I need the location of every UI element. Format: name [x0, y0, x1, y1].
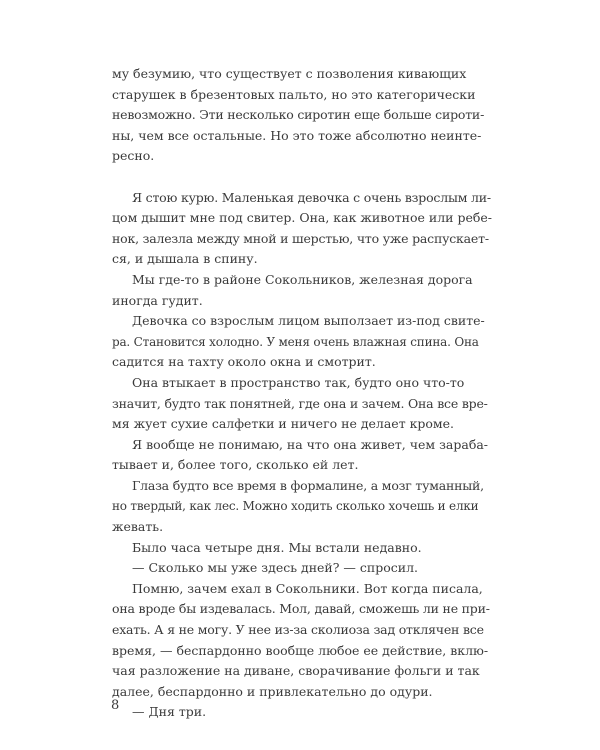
text-line: нок, залезла между мной и шерстью, что уже распускает-	[112, 230, 489, 246]
text-line: Мы где-то в районе Сокольников, железная дорога	[132, 271, 473, 287]
text-line: Глаза будто все время в формалине, а мозг туманный,	[132, 477, 484, 493]
text-line: Девочка со взрослым лицом выползает из-под свите-	[132, 313, 485, 329]
text-line: му безумию, что существует с позволения кивающих	[112, 66, 467, 81]
page-number: 8	[111, 698, 120, 713]
text-line: старушек в брезентовых пальто, но это категорически	[112, 86, 476, 102]
text-line: Было часа четыре дня. Мы встали недавно.	[132, 539, 422, 555]
text-line: далее, беспардонно и привлекательно до одури.	[112, 683, 433, 699]
text-line: время, — беспардонно вообще любое ее действие, вклю-	[112, 642, 489, 658]
text-line: значит, будто так понятней, где она и зачем. Она все вре-	[112, 395, 488, 411]
text-line: чая разложение на диване, сворачивание фольги и так	[112, 663, 480, 679]
text-line: тывает и, более того, сколько ей лет.	[112, 457, 359, 473]
text-line: невозможно. Эти несколько сиротин еще больше сироти-	[112, 107, 485, 123]
text-line: цом дышит мне под свитер. Она, как животное или ребе-	[112, 210, 493, 226]
text-line: ресно.	[112, 148, 155, 164]
text-line: — Сколько мы уже здесь дней? — спросил.	[132, 560, 419, 576]
text-line: но твердый, как лес. Можно ходить сколько хочешь и елки	[112, 499, 479, 514]
text-line: — Дня три.	[132, 704, 207, 720]
text-line: Я вообще не понимаю, на что она живет, чем зараба-	[132, 436, 489, 452]
text-line: ехать. А я не могу. У нее из-за сколиоза зад отклячен все	[112, 622, 484, 638]
text-line: Она втыкает в пространство так, будто оно что-то	[132, 374, 465, 390]
text-line: она вроде бы издевалась. Мол, давай, сможешь ли не при-	[112, 601, 490, 617]
text-line: жевать.	[112, 519, 164, 535]
text-line: Я стою курю. Маленькая девочка с очень взрослым ли-	[132, 189, 491, 205]
text-line: Помню, зачем ехал в Сокольники. Вот когда писала,	[132, 580, 483, 596]
text-line: ны, чем все остальные. Но это тоже абсолютно неинте-	[112, 127, 482, 143]
text-line: садится на тахту около окна и смотрит.	[112, 354, 376, 370]
text-line: иногда гудит.	[112, 292, 203, 308]
paragraph-break	[112, 167, 492, 188]
text-line: ся, и дышала в спину.	[112, 251, 258, 267]
text-line: ра. Становится холодно. У меня очень влажная спина. Она	[112, 334, 479, 349]
body-text	[112, 64, 492, 723]
text-line: мя жует сухие салфетки и ничего не делает кроме.	[112, 416, 455, 432]
